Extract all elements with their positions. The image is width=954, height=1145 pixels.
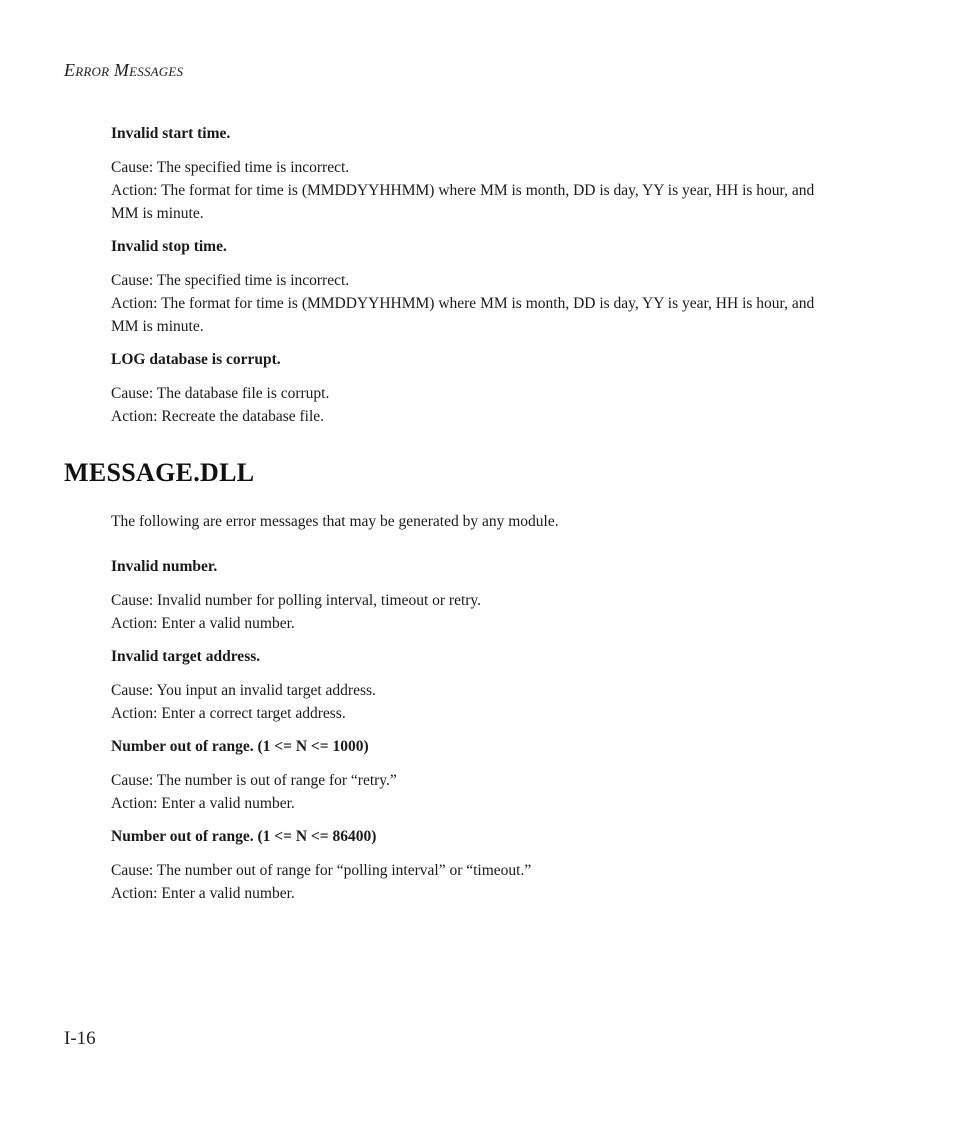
error-entry (111, 348, 901, 428)
error-cause: Cause: Invalid number for polling interval, timeout or retry. (111, 592, 482, 609)
error-title: Invalid number. (111, 558, 218, 575)
error-details (111, 679, 901, 725)
error-entry (111, 825, 901, 905)
running-header: Error Messages (64, 60, 184, 80)
error-title: Invalid start time. (111, 125, 231, 142)
error-details (111, 156, 901, 225)
error-action: Action: Enter a correct target address. (111, 705, 346, 722)
error-cause: Cause: You input an invalid target address. (111, 682, 376, 699)
error-action: Action: Enter a valid number. (111, 615, 295, 632)
error-action: Action: Enter a valid number. (111, 795, 295, 812)
error-details (111, 859, 901, 905)
error-title: Number out of range. (1 <= N <= 1000) (111, 738, 369, 755)
error-details (111, 589, 901, 635)
error-title: LOG database is corrupt. (111, 351, 281, 368)
message-dll-section (111, 510, 901, 915)
error-action: Action: The format for time is (MMDDYYHHMM) where MM is month, DD is day, YY is year, HH is hour, and (111, 295, 815, 312)
error-title: Invalid stop time. (111, 238, 227, 255)
error-cause: Cause: The number out of range for “polling interval” or “timeout.” (111, 862, 532, 879)
error-details (111, 382, 901, 428)
section-title: MESSAGE.DLL (64, 458, 255, 487)
error-entry (111, 735, 901, 815)
top-entries (111, 122, 901, 438)
error-title: Number out of range. (1 <= N <= 86400) (111, 828, 377, 845)
error-entry (111, 645, 901, 725)
section-intro: The following are error messages that may be generated by any module. (111, 513, 559, 530)
error-entry (111, 555, 901, 635)
error-action: Action: Recreate the database file. (111, 408, 325, 425)
page-number: I-16 (64, 1028, 96, 1049)
error-cause: Cause: The database file is corrupt. (111, 385, 330, 402)
error-details (111, 269, 901, 338)
error-cause: Cause: The specified time is incorrect. (111, 159, 350, 176)
error-action-continued: MM is minute. (111, 318, 204, 335)
error-action-continued: MM is minute. (111, 205, 204, 222)
error-cause: Cause: The number is out of range for “retry.” (111, 772, 397, 789)
error-entry (111, 122, 901, 225)
error-action: Action: The format for time is (MMDDYYHHMM) where MM is month, DD is day, YY is year, HH is hour, and (111, 182, 815, 199)
error-cause: Cause: The specified time is incorrect. (111, 272, 350, 289)
error-details (111, 769, 901, 815)
error-action: Action: Enter a valid number. (111, 885, 295, 902)
error-entry (111, 235, 901, 338)
error-title: Invalid target address. (111, 648, 261, 665)
